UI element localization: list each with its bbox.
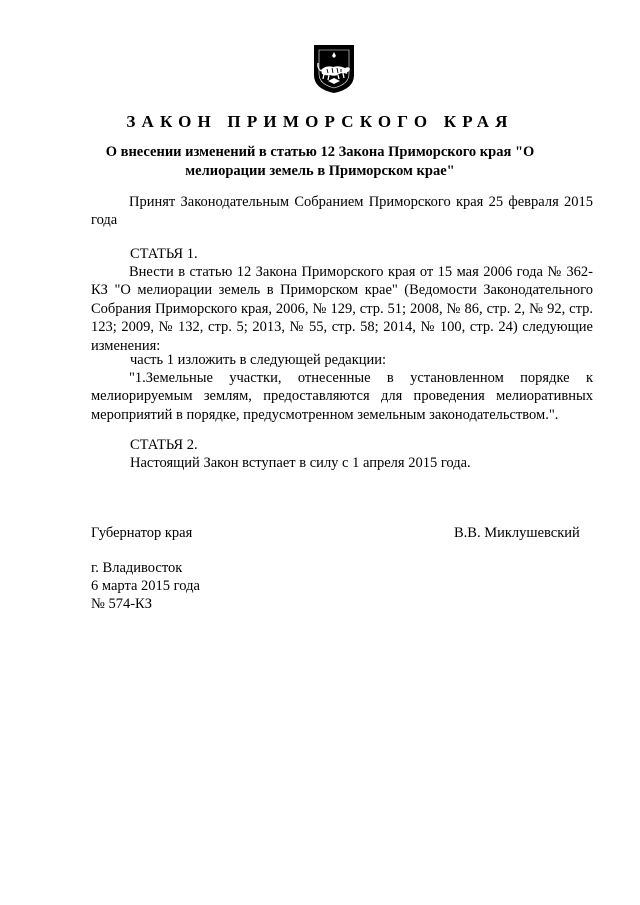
- coat-of-arms-icon: [312, 44, 356, 94]
- issue-city: г. Владивосток: [91, 560, 183, 576]
- article-2-heading: СТАТЬЯ 2.: [130, 437, 198, 453]
- article-1-body: Внести в статью 12 Закона Приморского края от 15 мая 2006 года № 362-КЗ "О мелиорации земель в Приморском крае" (Ведомости Законодательного Собрания Приморского края, 2006, № 129, стр. 51; 2008, № 86, стр. 2, № 92, стр. 123; 2009, № 132, стр. 5; 2013, № 55, стр. 58; 2014, № 100, стр. 24) следующие изменения:: [91, 264, 593, 354]
- article-1-part: часть 1 изложить в следующей редакции:: [130, 352, 387, 368]
- issue-date: 6 марта 2015 года: [91, 578, 200, 594]
- law-title: ЗАКОН ПРИМОРСКОГО КРАЯ: [126, 112, 514, 131]
- article-1-quote: "1.Земельные участки, отнесенные в установленном порядке к мелиорируемым землям, предоставляются для проведения мелиоративных мероприятий в порядке, предусмотренном земельным законодательством.".: [91, 370, 593, 423]
- signatory-title: Губернатор края: [91, 525, 193, 541]
- law-subtitle: О внесении изменений в статью 12 Закона Приморского края "О мелиорации земель в Приморском крае": [105, 144, 535, 179]
- article-2-body: Настоящий Закон вступает в силу с 1 апреля 2015 года.: [130, 455, 471, 471]
- adoption-statement: Принят Законодательным Собранием Приморского края 25 февраля 2015 года: [91, 194, 593, 229]
- signatory-name: В.В. Миклушевский: [454, 525, 580, 541]
- article-1-heading: СТАТЬЯ 1.: [130, 246, 198, 262]
- law-number: № 574-КЗ: [91, 596, 152, 612]
